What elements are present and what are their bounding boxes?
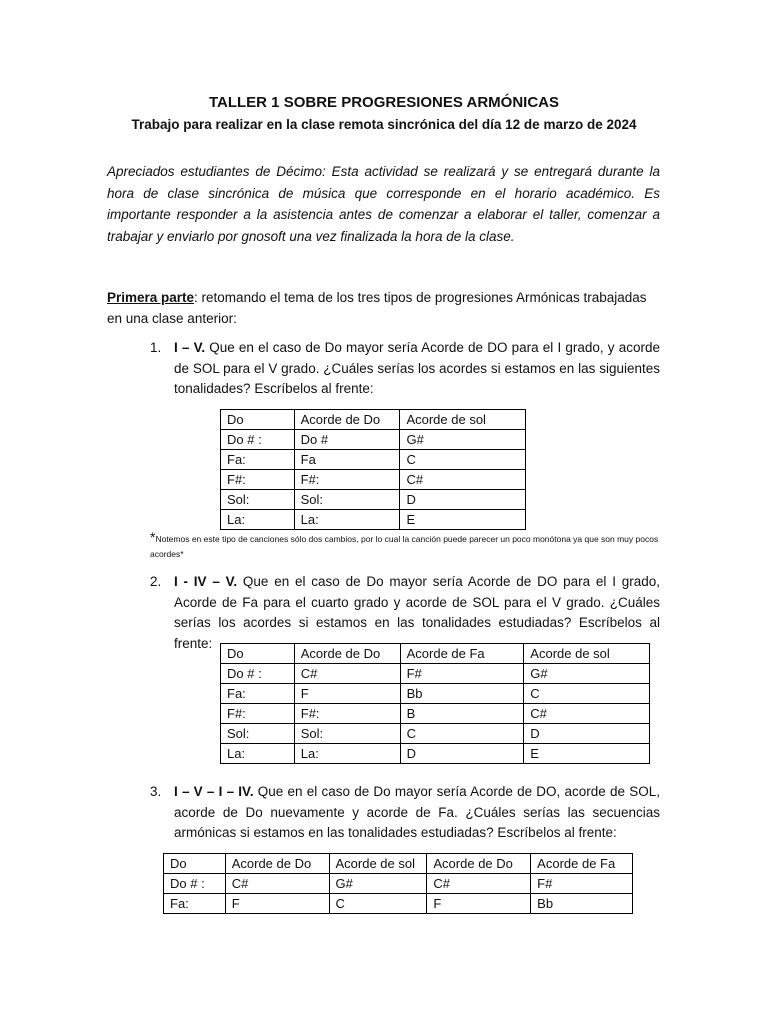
part-one-label: Primera parte bbox=[107, 290, 195, 305]
table-cell: Do # bbox=[294, 430, 400, 450]
table-cell: G# bbox=[524, 664, 650, 684]
table-header-cell: Acorde de Do bbox=[427, 854, 531, 874]
question-2 bbox=[150, 572, 660, 654]
table-cell: D bbox=[400, 744, 524, 764]
table-header-cell: Acorde de Do bbox=[294, 644, 400, 664]
table-cell: F# bbox=[531, 874, 633, 894]
table-3 bbox=[163, 853, 633, 914]
table-cell: F#: bbox=[294, 470, 400, 490]
table-3-body bbox=[164, 854, 633, 914]
table-cell: D bbox=[524, 724, 650, 744]
question-lead: I - IV – V. bbox=[174, 574, 238, 589]
intro-paragraph: Apreciados estudiantes de Décimo: Esta actividad se realizará y se entregará durante la hora de clase sincrónica de música que corresponde en el horario académico. Es importante responder a la asistencia antes de comenzar a elaborar el taller, comenzar a trabajar y enviarlo por gnosoft una vez finalizada la hora de la clase. bbox=[107, 164, 660, 244]
table-row bbox=[164, 874, 633, 894]
document-title: TALLER 1 SOBRE PROGRESIONES ARMÓNICAS bbox=[208, 94, 560, 111]
table-cell: Fa: bbox=[221, 684, 295, 704]
table-cell: F bbox=[427, 894, 531, 914]
table-cell: Fa bbox=[294, 450, 400, 470]
table-cell: C bbox=[524, 684, 650, 704]
table-cell: E bbox=[400, 510, 526, 530]
table-row bbox=[164, 894, 633, 914]
table-row bbox=[221, 490, 526, 510]
table-row bbox=[221, 470, 526, 490]
table-cell: Sol: bbox=[294, 490, 400, 510]
document-subtitle: Trabajo para realizar en la clase remota sincrónica del día 12 de marzo de 2024 bbox=[131, 117, 637, 132]
question-number: 2. bbox=[150, 574, 162, 589]
question-lead: I – V – I – IV. bbox=[174, 784, 254, 799]
table-cell: La: bbox=[221, 510, 295, 530]
table-cell: La: bbox=[294, 744, 400, 764]
table-cell: C# bbox=[225, 874, 329, 894]
table-header-cell: Acorde de sol bbox=[329, 854, 427, 874]
question-text: Que en el caso de Do mayor sería Acorde de DO para el I grado, Acorde de Fa para el cuarto grado y acorde de SOL para el V grado. ¿Cuáles serías los acordes si estamos en las tonalidades estudiadas? Escríbelos al frente: bbox=[174, 574, 660, 651]
table-cell: La: bbox=[221, 744, 295, 764]
question-1 bbox=[150, 338, 660, 400]
table-cell: C# bbox=[427, 874, 531, 894]
question-text: Que en el caso de Do mayor sería Acorde de DO para el I grado, y acorde de SOL para el V grado. ¿Cuáles serías los acordes si estamos en las siguientes tonalidades? Escríbelos al frente: bbox=[174, 340, 660, 396]
table-row bbox=[221, 450, 526, 470]
table-cell: C bbox=[400, 450, 526, 470]
table-header-cell: Acorde de sol bbox=[524, 644, 650, 664]
table-header-cell: Do bbox=[164, 854, 226, 874]
table-cell: Do # : bbox=[221, 430, 295, 450]
table-cell: Sol: bbox=[294, 724, 400, 744]
table-cell: C bbox=[400, 724, 524, 744]
table-row bbox=[221, 664, 650, 684]
question-lead: I – V. bbox=[174, 340, 206, 355]
question-body bbox=[174, 338, 660, 400]
table-header-cell: Acorde de Fa bbox=[400, 644, 524, 664]
table-cell: C bbox=[329, 894, 427, 914]
table-1 bbox=[220, 409, 526, 530]
table-cell: F#: bbox=[294, 704, 400, 724]
table-1-body bbox=[221, 410, 526, 530]
table-cell: F bbox=[294, 684, 400, 704]
table-cell: B bbox=[400, 704, 524, 724]
table-row bbox=[221, 724, 650, 744]
table-row bbox=[221, 704, 650, 724]
table-row bbox=[221, 744, 650, 764]
table-header-cell: Acorde de Do bbox=[225, 854, 329, 874]
table-cell: Bb bbox=[531, 894, 633, 914]
table-cell: Sol: bbox=[221, 724, 295, 744]
table-cell: Do # : bbox=[221, 664, 295, 684]
table-row bbox=[221, 430, 526, 450]
table-2 bbox=[220, 643, 650, 764]
table-header-row bbox=[221, 644, 650, 664]
table-cell: Bb bbox=[400, 684, 524, 704]
table-cell: Fa: bbox=[221, 450, 295, 470]
question-number: 1. bbox=[150, 340, 162, 355]
table-cell: F# bbox=[400, 664, 524, 684]
question-number: 3. bbox=[150, 784, 162, 799]
table-header-cell: Acorde de Do bbox=[294, 410, 400, 430]
table-header-cell: Acorde de Fa bbox=[531, 854, 633, 874]
table-cell: La: bbox=[294, 510, 400, 530]
question-body bbox=[174, 782, 660, 844]
table-row bbox=[221, 684, 650, 704]
table-header-cell: Do bbox=[221, 644, 295, 664]
table-cell: F#: bbox=[221, 704, 295, 724]
table-cell: G# bbox=[329, 874, 427, 894]
question-3 bbox=[150, 782, 660, 844]
table-cell: G# bbox=[400, 430, 526, 450]
footnote-text: Notemos en este tipo de canciones sólo dos cambios, por lo cual la canción puede parecer un poco monótona ya que son muy pocos acordes* bbox=[150, 534, 659, 559]
question-text: Que en el caso de Do mayor sería Acorde de DO, acorde de SOL, acorde de Do nuevamente y acorde de Fa. ¿Cuáles serías las secuencias armónicas si estamos en las tonalidades estudiadas? Escríbelos al frente: bbox=[174, 784, 660, 840]
table-cell: F#: bbox=[221, 470, 295, 490]
table-cell: E bbox=[524, 744, 650, 764]
table-2-body bbox=[221, 644, 650, 764]
table-cell: Sol: bbox=[221, 490, 295, 510]
table-cell: F bbox=[225, 894, 329, 914]
table-header-cell: Acorde de sol bbox=[400, 410, 526, 430]
part-one-text: : retomando el tema de los tres tipos de progresiones Armónicas trabajadas en una clase anterior: bbox=[107, 290, 647, 326]
table-cell: Do # : bbox=[164, 874, 226, 894]
question-body bbox=[174, 572, 660, 654]
table-cell: C# bbox=[400, 470, 526, 490]
part-one-paragraph bbox=[107, 287, 660, 329]
table-cell: Fa: bbox=[164, 894, 226, 914]
table-cell: D bbox=[400, 490, 526, 510]
table-header-cell: Do bbox=[221, 410, 295, 430]
table-header-row bbox=[221, 410, 526, 430]
table-cell: C# bbox=[294, 664, 400, 684]
table-header-row bbox=[164, 854, 633, 874]
table-cell: C# bbox=[524, 704, 650, 724]
footnote bbox=[150, 530, 662, 562]
footnote-star: * bbox=[150, 529, 156, 545]
table-row bbox=[221, 510, 526, 530]
